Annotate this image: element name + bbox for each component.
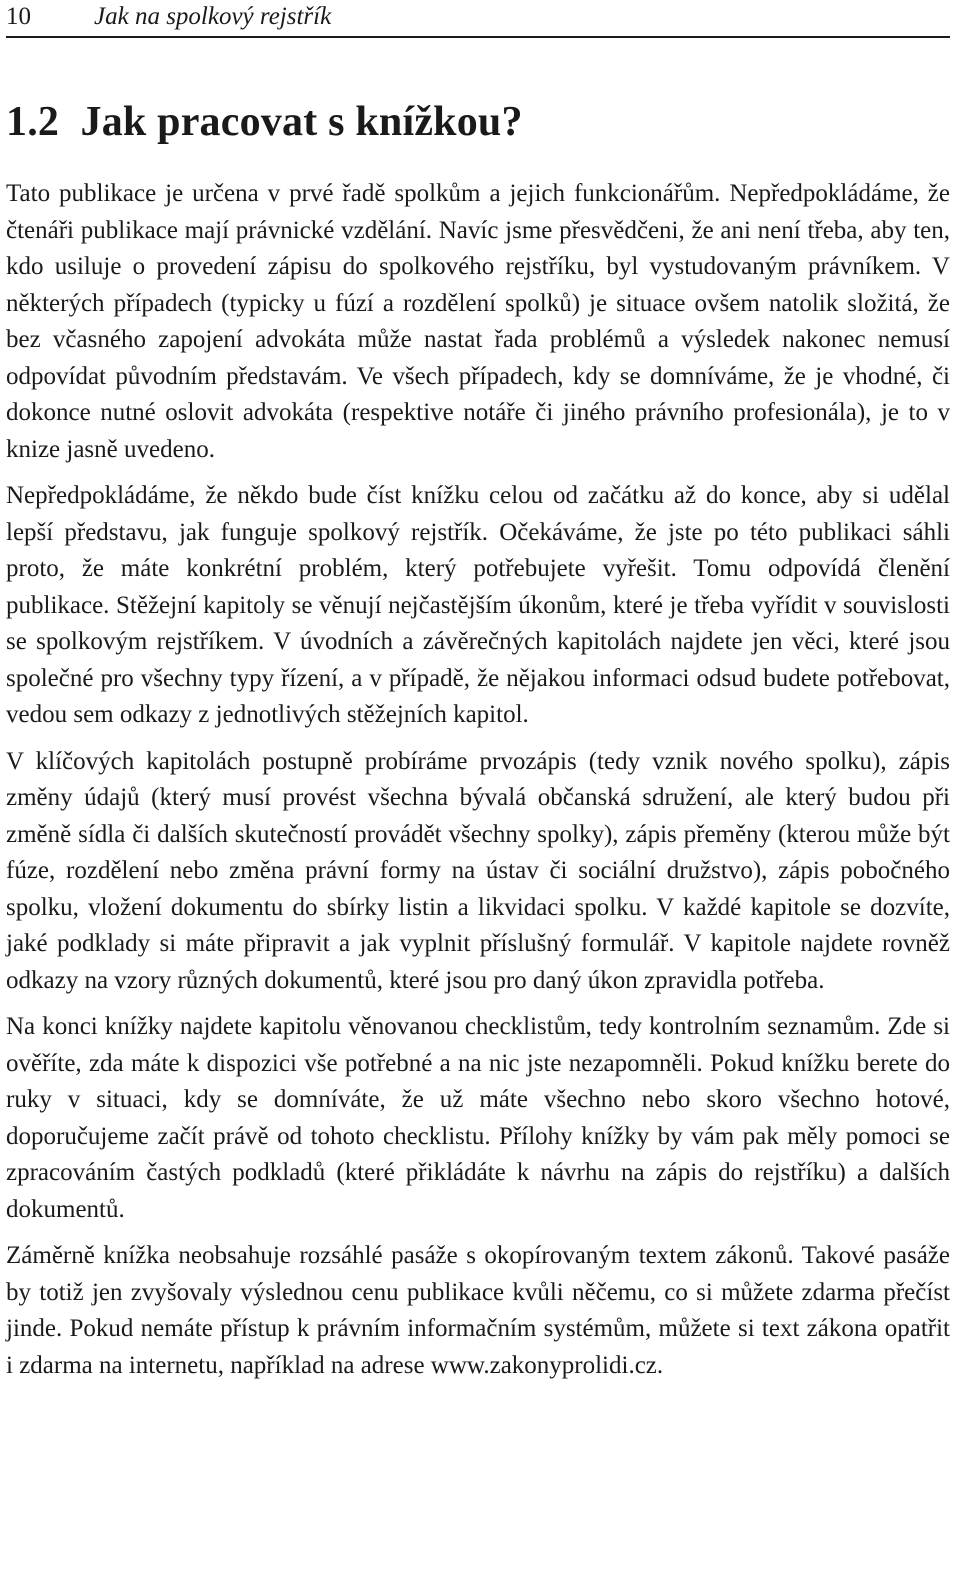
paragraph: V klíčových kapitolách postupně probíráme prvozápis (tedy vznik nového spolku), zápis změny údajů (který musí provést všechna bývalá občanská sdružení, ale který budou při změně sídla či dalších skutečností provádět všechny spolky), zápis přeměny (kterou může být fúze, rozdělení nebo změna právní formy na ústav či sociální družstvo), zápis pobočného spolku, vložení dokumentu do sbírky listin a likvidaci spolku. V každé kapitole se dozvíte, jaké podklady si máte připravit a jak vyplnit příslušný formulář. V kapitole najdete rovněž odkazy na vzory různých dokumentů, které jsou pro daný úkon zpravidla potřeba.: [6, 747, 950, 994]
page-number: 10: [6, 3, 31, 30]
paragraph: Na konci knížky najdete kapitolu věnovanou checklistům, tedy kontrolním seznamům. Zde si ověříte, zda máte k dispozici vše potřebné a na nic jste nezapomněli. Pokud knížku berete do ruky v situaci, kdy se domníváte, že už máte všechno nebo skoro všechno hotové, doporučujeme začít právě od tohoto checklistu. Přílohy knížky by vám pak měly pomoci se zpracováním častých podkladů (které přikládáte k návrhu na zápis do rejstříku) a dalších dokumentů.: [6, 1013, 950, 1223]
running-header: [6, 0, 950, 38]
body-text: [6, 176, 950, 1384]
section-heading: 1.2 Jak pracovat s knížkou?: [6, 99, 523, 145]
book-title: Jak na spolkový rejstřík: [94, 3, 332, 30]
book-page: [6, 0, 950, 1394]
paragraph: Záměrně knížka neobsahuje rozsáhlé pasáže s okopírovaným textem zákonů. Takové pasáže by totiž jen zvyšovaly výslednou cenu publikace kvůli něčemu, co si můžete zdarma přečíst jinde. Pokud nemáte přístup k právním informačním systémům, můžete si text zákona opatřit i zdarma na internetu, například na adrese www.zakonyprolidi.cz.: [6, 1242, 950, 1379]
paragraph: Nepředpokládáme, že někdo bude číst knížku celou od začátku až do konce, aby si udělal lepší představu, jak funguje spolkový rejstřík. Očekáváme, že jste po této publikaci sáhli proto, že máte konkrétní problém, který potřebujete vyřešit. Tomu odpovídá členění publikace. Stěžejní kapitoly se věnují nejčastějším úkonům, které je třeba vyřídit v souvislosti se spolkovým rejstříkem. V úvodních a závěrečných kapitolách najdete jen věci, které jsou společné pro všechny typy řízení, a v případě, že nějakou informaci odsud budete potřebovat, vedou sem odkazy z jednotlivých stěžejních kapitol.: [6, 482, 950, 728]
paragraph: Tato publikace je určena v prvé řadě spolkům a jejich funkcionářům. Nepředpokládáme, že čtenáři publikace mají právnické vzdělání. Navíc jsme přesvědčeni, že ani není třeba, aby ten, kdo usiluje o provedení zápisu do spolkového rejstříku, byl vystudovaným právníkem. V některých případech (typicky u fúzí a rozdělení spolků) je situace ovšem natolik složitá, že bez včasného zapojení advokáta může nastat řada problémů a výsledek nakonec nemusí odpovídat původním představám. Ve všech případech, kdy se domníváme, že je vhodné, či dokonce nutné oslovit advokáta (respektive notáře či jiného právního profesionála), je to v knize jasně uvedeno.: [6, 180, 950, 463]
